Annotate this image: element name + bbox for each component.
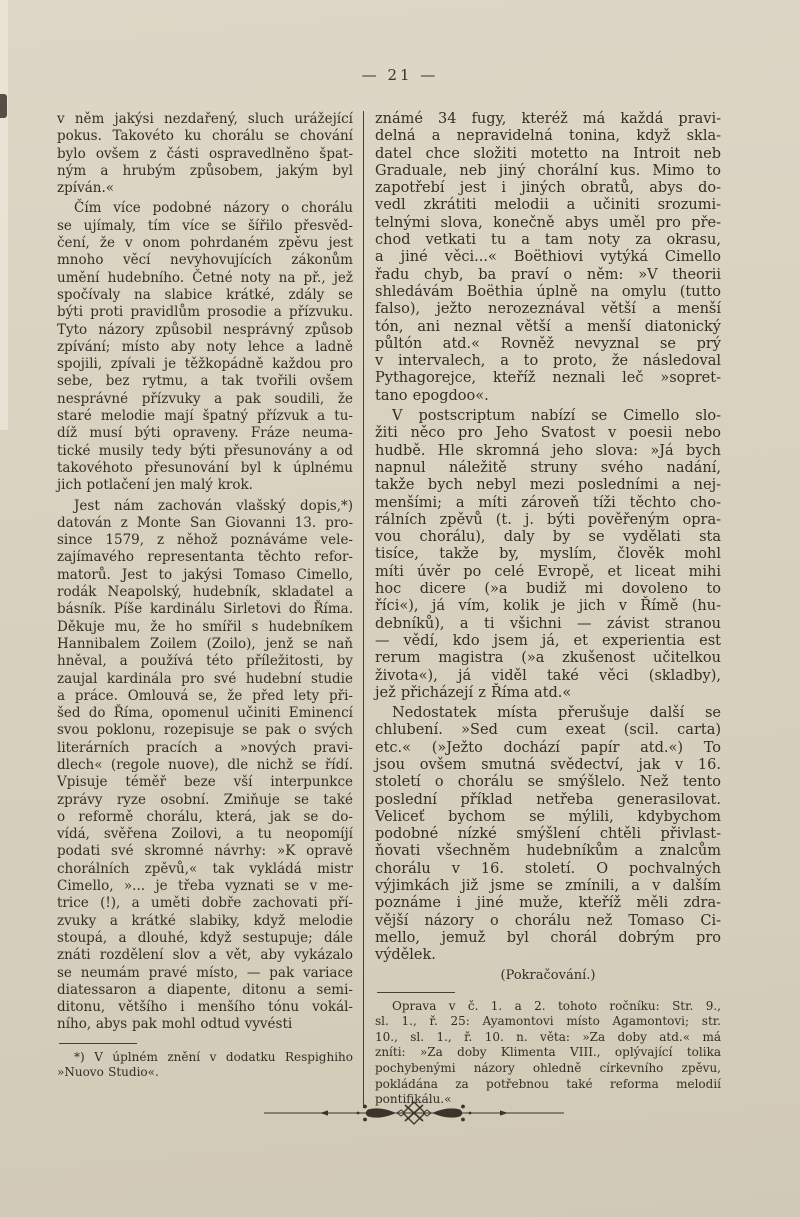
text-line: Hannibalem Zoilem (Zoilo), jenž se naň	[57, 635, 353, 652]
text-line: hněval, a používá této příležitosti, by	[57, 653, 353, 670]
text-line: století o chorálu se smýšlelo. Než tento	[375, 774, 721, 791]
text-line: vou chorálu), daly by se vydělati sta	[375, 529, 721, 546]
text-line: v intervalech, a to proto, že následoval	[375, 353, 721, 370]
text-line: Tyto názory způsobil nesprávný způsob	[57, 321, 353, 338]
paragraph	[375, 408, 721, 702]
text-line: literárních pracích a »nových pravi-	[57, 739, 353, 756]
text-line: Jest nám zachován vlašský dopis,*)	[74, 497, 353, 514]
text-line: matorů. Jest to jakýsi Tomaso Cimello,	[57, 566, 353, 583]
paragraph	[375, 705, 721, 964]
text-line: ňovati všechněm hudebníkům a znalcům	[375, 843, 721, 860]
text-line: jich potlačení jen malý krok.	[57, 477, 253, 494]
text-line: říci«), já vím, kolik je jich v Římě (hu-	[375, 598, 721, 615]
text-line: chlubení. »Sed cum exeat (scil. carta)	[375, 722, 721, 739]
text-line: since 1579, z něhož poznáváme vele-	[57, 532, 353, 549]
text-line: ního, abys pak mohl odtud vyvésti	[57, 1016, 293, 1033]
left-column	[57, 111, 353, 1081]
text-line: Vpisuje téměř beze vší interpunkce	[57, 774, 353, 791]
text-line: menšími; a míti zároveň tíži těchto cho-	[375, 494, 721, 511]
text-line: výjimkách již jsme se zmínili, a v dalším	[375, 878, 721, 895]
text-line: Čím více podobné názory o chorálu	[74, 200, 353, 217]
text-line: shledávám Boëthia úplně na omylu (tutto	[375, 283, 721, 300]
text-line: spočívaly na slabice krátké, zdály se	[57, 286, 353, 303]
text-line: vedl zkrátiti melodii a učiniti srozumi-	[375, 197, 721, 214]
text-line: *) V úplném znění v dodatku Respighiho	[74, 1049, 353, 1064]
text-line: tické musily tedy býti přesunovány a od	[57, 442, 353, 459]
text-line: ditonu, většího i menšího tónu vokál-	[57, 999, 353, 1016]
text-line: Oprava v č. 1. a 2. tohoto ročníku: Str. 9.,	[392, 998, 721, 1013]
scan-edge-artifact	[0, 0, 8, 430]
text-line: se neumám pravé místo, — pak variace	[57, 964, 353, 981]
text-line: sebe, bez rytmu, a tak tvořili ovšem	[57, 373, 353, 390]
text-line: datován z Monte San Giovanni 13. pro-	[57, 514, 353, 531]
right-column-paragraphs	[375, 111, 721, 965]
text-line: pokládána za potřebnou také reforma melodií	[375, 1076, 721, 1091]
text-line: díž musí býti opraveny. Fráze neuma-	[57, 425, 353, 442]
text-line: debníků), a ti všichni — závist stranou	[375, 615, 721, 632]
text-line: zpíván.«	[57, 180, 114, 197]
text-line: mnoho věcí nevyhovujících zákonům	[57, 252, 353, 269]
text-line: vější názory o chorálu než Tomaso Ci-	[375, 912, 721, 929]
text-line: pontifikálu.«	[375, 1092, 452, 1107]
text-line: bylo ovšem z části ospravedlněno špat-	[57, 145, 353, 162]
text-line: trice (!), a uměti dobře zachovati pří-	[57, 895, 353, 912]
text-line: řadu chyb, ba praví o něm: »V theorii	[375, 266, 721, 283]
text-line: v něm jakýsi nezdařený, sluch urážející	[57, 111, 353, 127]
text-line: etc.« (»Ježto dochází papír atd.«) To	[375, 739, 721, 756]
text-line: svou poklonu, rozepisuje se pak o svých	[57, 722, 353, 739]
text-line: ným a hrubým způsobem, jakým byl	[57, 162, 353, 179]
text-line: podobné nízké smýšlení chtěli přivlast-	[375, 826, 721, 843]
erratum-note	[375, 999, 721, 1108]
text-line: nesprávné přízvuky a pak soudili, že	[57, 390, 353, 407]
paragraph	[57, 200, 353, 494]
text-line: hudbě. Hle skromná jeho slova: »Já bych	[375, 442, 721, 459]
text-line: chorálních zpěvů,« tak vykládá mistr	[57, 860, 353, 877]
text-line: umění hudebního. Četné noty na př., jež	[57, 269, 353, 286]
text-line: hoc dicere (»a budiž mi dovoleno to	[375, 581, 721, 598]
text-line: zprávy ryze osobní. Zmiňuje se také	[57, 791, 353, 808]
text-line: chod vetkati tu a tam noty za okrasu,	[375, 232, 721, 249]
text-line: a práce. Omlouvá se, že před lety při-	[57, 687, 353, 704]
right-column	[363, 111, 721, 1108]
text-line: staré melodie mají špatný přízvuk a tu-	[57, 408, 353, 425]
paragraph	[375, 111, 721, 405]
text-line: jsou ovšem smutná svědectví, jak v 16.	[375, 756, 721, 773]
text-line: Veliceť bychom se mýlili, kdybychom	[375, 808, 721, 825]
text-line: sl. 1., ř. 25: Ayamontovi místo Agamontovi; str.	[375, 1014, 721, 1029]
fleuron-ornament-icon	[263, 1100, 565, 1128]
text-line: Cimello, »... je třeba vyznati se v me-	[57, 878, 353, 895]
text-line: vídá, svěřena Zoilovi, a tu neopomíjí	[57, 826, 353, 843]
text-line: takovéhoto přesunování byl k úplnému	[57, 459, 353, 476]
text-line: života«), já viděl také věci (skladby),	[375, 667, 721, 684]
ornament-divider	[263, 1100, 565, 1128]
text-line: zpívání; místo aby noty lehce a ladně	[57, 338, 353, 355]
text-line: známé 34 fugy, kteréž má každá pravi-	[375, 111, 721, 127]
text-line: pochybenými názory ohledně církevního zpěvu,	[375, 1060, 721, 1075]
text-line: delná a nepravidelná tonina, když skla-	[375, 128, 721, 145]
text-line: dlech« (regole nuove), dle nichž se řídí.	[57, 756, 353, 773]
footnote-separator-rule	[59, 1043, 137, 1044]
text-line: tano epogdoo«.	[375, 387, 489, 404]
left-column-paragraphs	[57, 111, 353, 1034]
text-line: napnul náležitě struny svého nadání,	[375, 459, 721, 476]
text-line: podati své skromné návrhy: »K opravě	[57, 843, 353, 860]
paragraph	[57, 498, 353, 1034]
text-line: Pythagorejce, kteříž neznali leč »sopret-	[375, 370, 721, 387]
erratum-separator-rule	[377, 992, 455, 993]
text-line: zaujal kardinála pro své hudební studie	[57, 670, 353, 687]
text-line: básník. Píše kardinálu Sirletovi do Říma.	[57, 601, 353, 618]
text-line: falso), ježto nerozeznával větší a menší	[375, 301, 721, 318]
text-line: znáti rozdělení slov a vět, aby vykázalo	[57, 947, 353, 964]
text-line: stoupá, a dlouhé, když sestupuje; dále	[57, 929, 353, 946]
text-line: — vědí, kdo jsem já, et experientia est	[375, 632, 721, 649]
text-line: 10., sl. 1., ř. 10. n. věta: »Za doby atd.« má	[375, 1029, 721, 1044]
text-line: zníti: »Za doby Klimenta VIII., oplývající tolika	[375, 1045, 721, 1060]
text-line: pokus. Takovéto ku chorálu se chování	[57, 128, 353, 145]
text-line: zvuky a krátké slabiky, když melodie	[57, 912, 353, 929]
scan-ink-artifact	[0, 94, 7, 118]
text-block	[57, 111, 721, 1108]
text-line: býti proti pravidlům prosodie a přízvuku.	[57, 304, 353, 321]
text-line: se ujímaly, tím více se šířilo přesvěd-	[57, 217, 353, 234]
text-line: půltón atd.« Rovněž nevyznal se prý	[375, 335, 721, 352]
text-line: čení, že v onom pohrdaném zpěvu jest	[57, 235, 353, 252]
text-line: chorálu v 16. století. O pochvalných	[375, 860, 721, 877]
text-line: Děkuje mu, že ho smířil s hudebníkem	[57, 618, 353, 635]
continuation-note: (Pokračování.)	[500, 967, 596, 983]
text-line: míti úvěr po celé Evropě, et liceat mihi	[375, 563, 721, 580]
text-line: tón, ani neznal větší a menší diatonický	[375, 318, 721, 335]
text-line: rodák Neapolský, hudebník, skladatel a	[57, 584, 353, 601]
text-line: datel chce složiti motetto na Introit neb	[375, 145, 721, 162]
page-number: — 21 —	[361, 66, 439, 84]
text-line: šed do Říma, opomenul učiniti Eminencí	[57, 705, 353, 722]
text-line: rálních zpěvů (t. j. býti pověřeným opra-	[375, 511, 721, 528]
footnote	[57, 1050, 353, 1081]
text-line: o reformě chorálu, která, jak se do-	[57, 808, 353, 825]
text-line: žiti něco pro Jeho Svatost v poesii nebo	[375, 425, 721, 442]
text-line: zapotřebí jest i jiných obratů, abys do-	[375, 180, 721, 197]
text-line: poznáme i jiné muže, kteříž měli zdra-	[375, 895, 721, 912]
text-line: výdělek.	[375, 947, 436, 964]
text-line: a jiné věci...« Boëthiovi vytýká Cimello	[375, 249, 721, 266]
text-line: poslední příklad netřeba generasilovat.	[375, 791, 721, 808]
text-line: mello, jemuž byl chorál dobrým pro	[375, 929, 721, 946]
text-line: takže bych nebyl mezi posledními a nej-	[375, 477, 721, 494]
text-line: V postscriptum nabízí se Cimello slo-	[392, 408, 721, 425]
text-line: »Nuovo Studio«.	[57, 1065, 159, 1080]
text-line: diatessaron a diapente, ditonu a semi-	[57, 981, 353, 998]
text-line: rerum magistra (»a zkušenost učitelkou	[375, 650, 721, 667]
text-line: telnými slova, konečně abys uměl pro pře-	[375, 214, 721, 231]
text-line: spojili, zpívali je těžkopádně každou pro	[57, 356, 353, 373]
text-line: jež přicházejí z Říma atd.«	[375, 684, 572, 701]
text-line: Nedostatek místa přerušuje další se	[392, 705, 721, 722]
text-line: zajímavého representanta těchto refor-	[57, 549, 353, 566]
paragraph	[57, 111, 353, 197]
text-line: tisíce, takže by, myslím, člověk mohl	[375, 546, 721, 563]
text-line: Graduale, neb jiný chorální kus. Mimo to	[375, 162, 721, 179]
